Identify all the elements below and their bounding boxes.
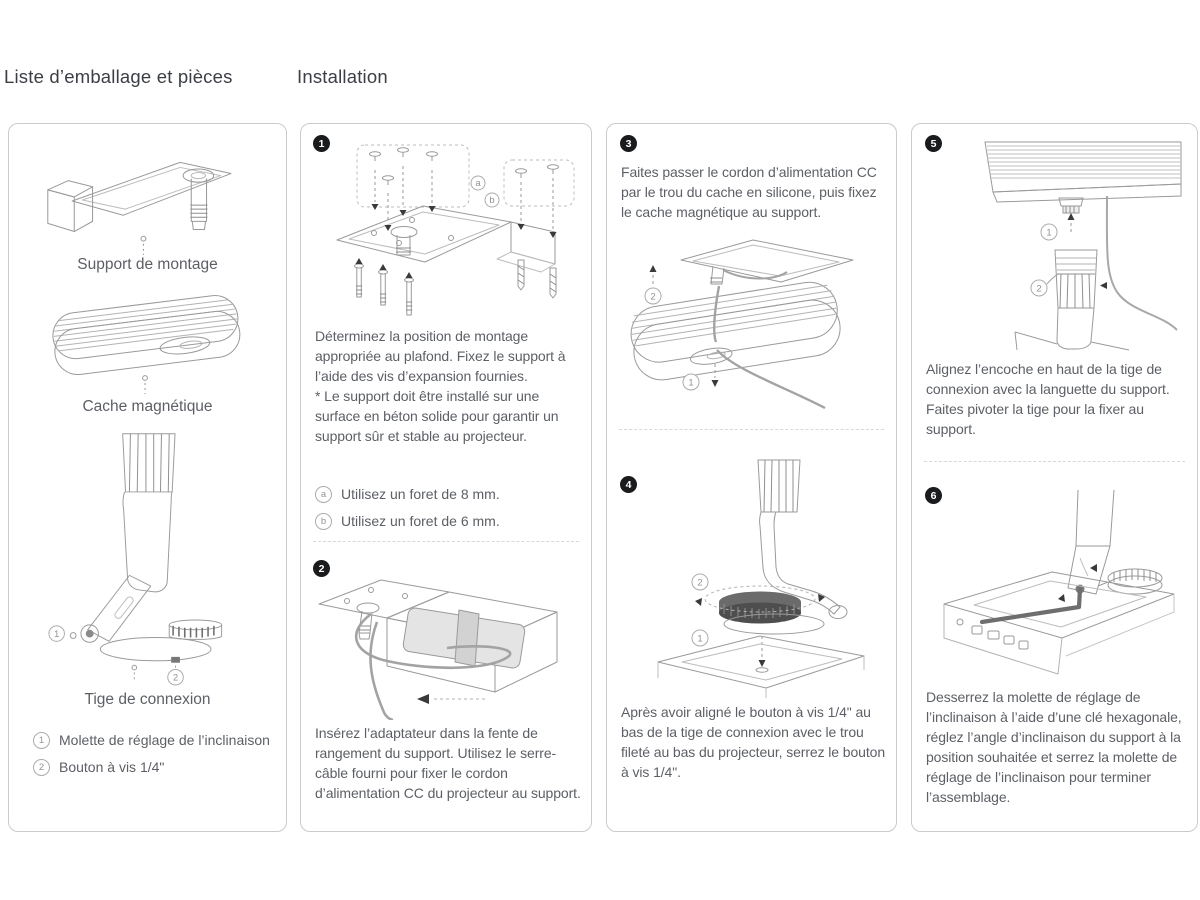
mounting-bracket-label: Support de montage — [77, 256, 218, 273]
circled-2-icon — [692, 574, 708, 590]
step1-illustration — [311, 140, 579, 320]
drill-notes — [315, 485, 581, 539]
legend-item-screw-button — [33, 758, 278, 777]
step-3-text: Faites passer le cordon d’alimentation CC par le trou du cache en silicone, puis fixez le cache magnétique au support. — [621, 164, 877, 220]
circled-2-icon — [1031, 280, 1047, 296]
circled-a-icon — [471, 176, 485, 190]
circled-1-icon: 1 — [33, 732, 50, 749]
parts-legend — [33, 731, 278, 785]
svg-text:1: 1 — [697, 633, 703, 645]
step-2-badge: 2 — [313, 560, 330, 577]
magnetic-cover-label: Cache magnétique — [82, 398, 213, 415]
align-arrow-icon — [1100, 282, 1107, 289]
drill-note-text: Utilisez un foret de 6 mm. — [341, 513, 500, 529]
rotate-arrow-icon — [1058, 594, 1065, 602]
step4-illustration — [642, 454, 882, 698]
hex-key-icon — [982, 589, 1080, 622]
connection-rod-label: Tige de connexion — [84, 691, 211, 708]
install-panel-steps-3-4 — [606, 123, 897, 832]
step-1-text: Déterminez la position de montage appropriée au plafond. Fixez le support à l’aide des vis d’expansion fournies. — [315, 328, 566, 384]
svg-text:1: 1 — [1046, 227, 1052, 239]
insert-arrow-icon — [417, 694, 429, 704]
step-6-badge: 6 — [925, 487, 942, 504]
step6-illustration — [930, 486, 1182, 684]
parts-panel — [8, 123, 287, 832]
svg-text:2: 2 — [650, 291, 656, 303]
circled-1-icon — [49, 626, 65, 642]
svg-text:2: 2 — [1036, 283, 1042, 295]
circled-1-icon — [1041, 224, 1057, 240]
circled-2-icon — [645, 288, 661, 304]
step-divider — [924, 461, 1185, 462]
svg-text:a: a — [475, 178, 481, 189]
rotate-arrow-icon — [695, 598, 702, 606]
connection-rod-illustration — [37, 424, 251, 686]
drill-note-a — [315, 485, 581, 504]
svg-text:b: b — [489, 195, 495, 206]
step-6-text: Desserrez la molette de réglage de l’inclinaison à l’aide d’une clé hexagonale, réglez l’angle d’inclinaison du support à la position souhaitée et serrez la molette de réglage de l’inclinaison pour terminer l’assemblage. — [926, 689, 1182, 805]
step3-illustration — [617, 230, 887, 416]
step-divider — [619, 429, 884, 430]
circled-a-icon: a — [315, 486, 332, 503]
svg-text:1: 1 — [54, 628, 60, 639]
step-3-badge: 3 — [620, 135, 637, 152]
step-4-badge: 4 — [620, 476, 637, 493]
circled-1-icon — [683, 374, 699, 390]
magnetic-cover-illustration — [31, 290, 263, 400]
down-arrow-icon — [759, 660, 766, 667]
circled-2-icon — [168, 670, 184, 686]
legend-label: Molette de réglage de l’inclinaison — [59, 732, 270, 748]
step2-illustration — [313, 570, 579, 720]
circled-2-icon: 2 — [33, 759, 50, 776]
step-divider — [313, 541, 579, 542]
up-arrow-icon — [650, 265, 657, 272]
svg-text:1: 1 — [688, 377, 694, 389]
install-panel-steps-1-2 — [300, 123, 592, 832]
step-5-badge: 5 — [925, 135, 942, 152]
mounting-bracket-illustration — [29, 142, 264, 258]
step5-illustration — [957, 136, 1185, 352]
drill-note-b — [315, 512, 581, 531]
drill-note-text: Utilisez un foret de 8 mm. — [341, 486, 500, 502]
step-1-note: * Le support doit être installé sur une surface en béton solide pour garantir un support sûr et stable au projecteur. — [315, 388, 559, 444]
rotate-arrow-icon — [1090, 564, 1097, 572]
circled-1-icon — [692, 630, 708, 646]
step-5-text: Alignez l’encoche en haut de la tige de connexion avec la languette du support. Faites pivoter la tige pour la fixer au support. — [926, 361, 1170, 437]
installation-heading: Installation — [297, 66, 388, 87]
step-1-badge: 1 — [313, 135, 330, 152]
direction-arrows — [356, 204, 557, 278]
down-arrow-icon — [712, 380, 719, 387]
legend-item-tilt-knob — [33, 731, 278, 750]
up-arrow-icon — [1068, 213, 1075, 220]
circled-b-icon — [485, 193, 499, 207]
circled-b-icon: b — [315, 513, 332, 530]
packing-list-heading: Liste d’emballage et pièces — [4, 66, 233, 87]
svg-text:2: 2 — [172, 672, 179, 683]
install-panel-steps-5-6 — [911, 123, 1198, 832]
legend-label: Bouton à vis 1/4" — [59, 759, 165, 775]
step-2-text: Insérez l’adaptateur dans la fente de rangement du support. Utilisez le serre-câble fourni pour fixer le cordon d’alimentation CC du projecteur au support. — [315, 725, 581, 801]
step-4-text: Après avoir aligné le bouton à vis 1/4" au bas de la tige de connexion avec le trou fileté au bas du projecteur, serrez le bouton à vis 1/4". — [621, 704, 886, 780]
svg-text:2: 2 — [697, 577, 703, 589]
